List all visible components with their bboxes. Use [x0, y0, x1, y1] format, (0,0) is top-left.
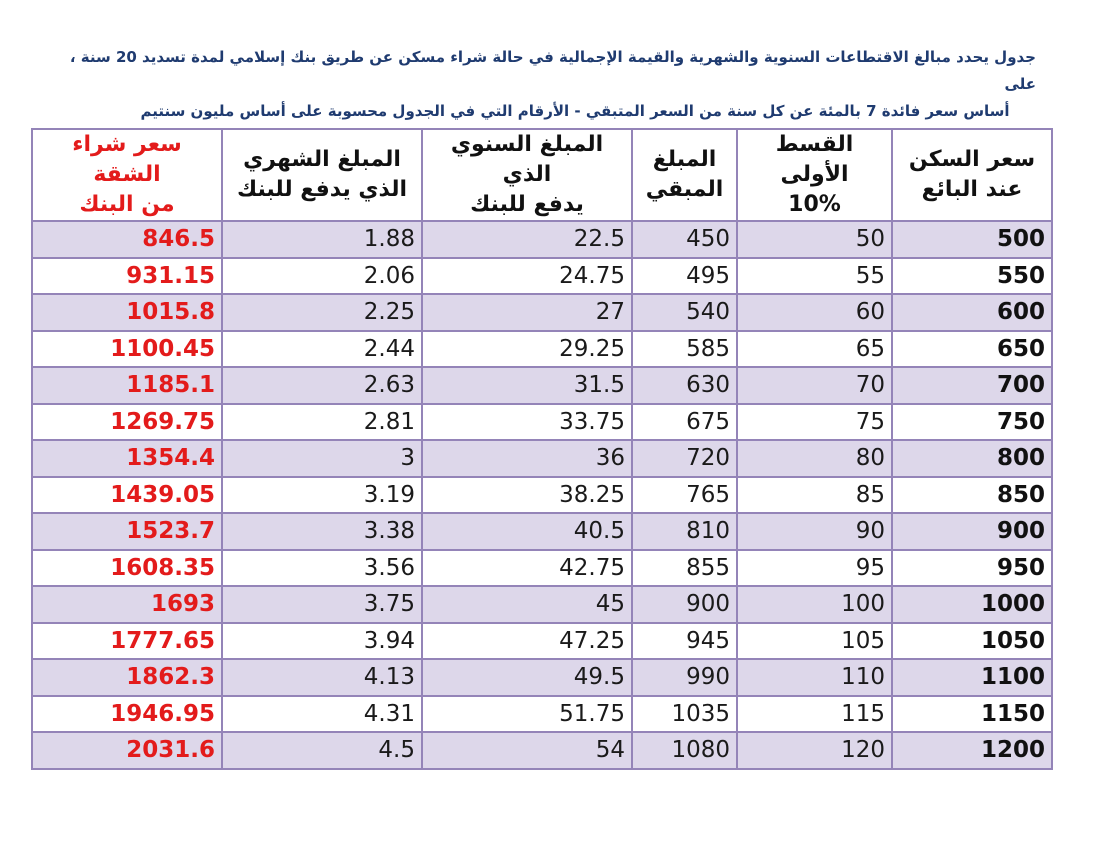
cell-seller-price: 1150 — [892, 696, 1052, 733]
table-header — [32, 129, 1052, 221]
cell-monthly: 3.19 — [222, 477, 422, 514]
cell-annual: 27 — [422, 294, 632, 331]
cell-remaining: 855 — [632, 550, 737, 587]
cell-annual: 36 — [422, 440, 632, 477]
cell-seller-price: 600 — [892, 294, 1052, 331]
cell-annual: 49.5 — [422, 659, 632, 696]
cell-seller-price: 1200 — [892, 732, 1052, 769]
cell-remaining: 675 — [632, 404, 737, 441]
cell-seller-price: 950 — [892, 550, 1052, 587]
table-row — [32, 294, 1052, 331]
cell-monthly: 1.88 — [222, 221, 422, 258]
cell-first-installment: 75 — [737, 404, 892, 441]
cell-annual: 51.75 — [422, 696, 632, 733]
cell-first-installment: 95 — [737, 550, 892, 587]
header-bank-price-line-1: سعر شراء الشقة — [72, 132, 182, 187]
cell-seller-price: 900 — [892, 513, 1052, 550]
cell-remaining: 1080 — [632, 732, 737, 769]
cell-remaining: 1035 — [632, 696, 737, 733]
cell-bank-price: 2031.6 — [32, 732, 222, 769]
cell-annual: 54 — [422, 732, 632, 769]
cell-annual: 47.25 — [422, 623, 632, 660]
header-first-installment — [737, 129, 892, 221]
cell-first-installment: 60 — [737, 294, 892, 331]
cell-bank-price: 1523.7 — [32, 513, 222, 550]
cell-annual: 45 — [422, 586, 632, 623]
table-row — [32, 550, 1052, 587]
cell-bank-price: 1946.95 — [32, 696, 222, 733]
cell-seller-price: 1000 — [892, 586, 1052, 623]
cell-first-installment: 50 — [737, 221, 892, 258]
cell-seller-price: 1050 — [892, 623, 1052, 660]
header-annual-line-2: يدفع للبنك — [470, 192, 584, 217]
cell-monthly: 3.56 — [222, 550, 422, 587]
cell-first-installment: 55 — [737, 258, 892, 295]
table-caption — [40, 44, 1050, 125]
header-first-installment-line-1: القسط الأولى — [775, 132, 854, 187]
cell-annual: 24.75 — [422, 258, 632, 295]
cell-remaining: 585 — [632, 331, 737, 368]
cell-bank-price: 1354.4 — [32, 440, 222, 477]
cell-monthly: 4.13 — [222, 659, 422, 696]
header-monthly-line-2: الذي يدفع للبنك — [236, 177, 408, 202]
cell-remaining: 720 — [632, 440, 737, 477]
cell-bank-price: 1777.65 — [32, 623, 222, 660]
table-row — [32, 586, 1052, 623]
table-row — [32, 221, 1052, 258]
cell-first-installment: 105 — [737, 623, 892, 660]
header-row — [32, 129, 1052, 221]
table-row — [32, 367, 1052, 404]
cell-monthly: 2.81 — [222, 404, 422, 441]
cell-bank-price: 846.5 — [32, 221, 222, 258]
table-body — [32, 221, 1052, 769]
cell-monthly: 3 — [222, 440, 422, 477]
table-row — [32, 696, 1052, 733]
cell-seller-price: 500 — [892, 221, 1052, 258]
cell-seller-price: 750 — [892, 404, 1052, 441]
header-seller-price-line-2: عند البائع — [921, 177, 1023, 202]
cell-first-installment: 65 — [737, 331, 892, 368]
cell-monthly: 3.94 — [222, 623, 422, 660]
cell-annual: 31.5 — [422, 367, 632, 404]
cell-annual: 33.75 — [422, 404, 632, 441]
header-first-installment-line-2: 10% — [788, 192, 841, 217]
table-row — [32, 659, 1052, 696]
cell-bank-price: 931.15 — [32, 258, 222, 295]
header-remaining-line-1: المبلغ — [652, 147, 717, 172]
header-bank-price-line-2: من البنك — [79, 192, 175, 217]
cell-annual: 22.5 — [422, 221, 632, 258]
cell-annual: 29.25 — [422, 331, 632, 368]
cell-monthly: 2.63 — [222, 367, 422, 404]
cell-seller-price: 700 — [892, 367, 1052, 404]
cell-bank-price: 1185.1 — [32, 367, 222, 404]
cell-monthly: 4.5 — [222, 732, 422, 769]
cell-remaining: 990 — [632, 659, 737, 696]
table-row — [32, 404, 1052, 441]
cell-remaining: 765 — [632, 477, 737, 514]
header-annual — [422, 129, 632, 221]
header-monthly-line-1: المبلغ الشهري — [243, 147, 401, 172]
header-remaining-line-2: المبقي — [645, 177, 724, 202]
header-remaining — [632, 129, 737, 221]
cell-bank-price: 1439.05 — [32, 477, 222, 514]
cell-first-installment: 120 — [737, 732, 892, 769]
cell-monthly: 3.75 — [222, 586, 422, 623]
cell-annual: 42.75 — [422, 550, 632, 587]
cell-remaining: 900 — [632, 586, 737, 623]
table-row — [32, 440, 1052, 477]
cell-monthly: 3.38 — [222, 513, 422, 550]
header-bank-price — [32, 129, 222, 221]
header-annual-line-1: المبلغ السنوي الذي — [450, 132, 604, 187]
cell-first-installment: 100 — [737, 586, 892, 623]
caption-line-1: جدول يحدد مبالغ الاقتطاعات السنوية والشهرية والقيمة الإجمالية في حالة شراء مسكن عن طريق بنك إسلامي لمدة تسديد 20 سنة ، على — [69, 48, 1036, 93]
cell-remaining: 495 — [632, 258, 737, 295]
cell-annual: 40.5 — [422, 513, 632, 550]
cell-bank-price: 1862.3 — [32, 659, 222, 696]
cell-seller-price: 850 — [892, 477, 1052, 514]
header-seller-price — [892, 129, 1052, 221]
cell-seller-price: 650 — [892, 331, 1052, 368]
cell-first-installment: 85 — [737, 477, 892, 514]
cell-remaining: 450 — [632, 221, 737, 258]
cell-remaining: 540 — [632, 294, 737, 331]
cell-seller-price: 800 — [892, 440, 1052, 477]
cell-first-installment: 115 — [737, 696, 892, 733]
header-seller-price-line-1: سعر السكن — [908, 147, 1036, 172]
cell-remaining: 945 — [632, 623, 737, 660]
cell-monthly: 2.44 — [222, 331, 422, 368]
header-monthly — [222, 129, 422, 221]
cell-remaining: 630 — [632, 367, 737, 404]
cell-monthly: 4.31 — [222, 696, 422, 733]
cell-annual: 38.25 — [422, 477, 632, 514]
table-row — [32, 258, 1052, 295]
table-row — [32, 331, 1052, 368]
cell-monthly: 2.25 — [222, 294, 422, 331]
table-row — [32, 732, 1052, 769]
cell-seller-price: 550 — [892, 258, 1052, 295]
cell-seller-price: 1100 — [892, 659, 1052, 696]
table-row — [32, 513, 1052, 550]
cell-bank-price: 1608.35 — [32, 550, 222, 587]
cell-bank-price: 1100.45 — [32, 331, 222, 368]
cell-first-installment: 80 — [737, 440, 892, 477]
caption-line-2: أساس سعر فائدة 7 بالمئة عن كل سنة من السعر المتبقي - الأرقام التي في الجدول محسوبة على أساس مليون سنتيم — [140, 102, 1010, 120]
cell-bank-price: 1269.75 — [32, 404, 222, 441]
cell-bank-price: 1693 — [32, 586, 222, 623]
cell-remaining: 810 — [632, 513, 737, 550]
cell-first-installment: 110 — [737, 659, 892, 696]
cell-bank-price: 1015.8 — [32, 294, 222, 331]
table-row — [32, 623, 1052, 660]
table-row — [32, 477, 1052, 514]
installment-table — [31, 128, 1053, 770]
cell-first-installment: 70 — [737, 367, 892, 404]
cell-monthly: 2.06 — [222, 258, 422, 295]
cell-first-installment: 90 — [737, 513, 892, 550]
